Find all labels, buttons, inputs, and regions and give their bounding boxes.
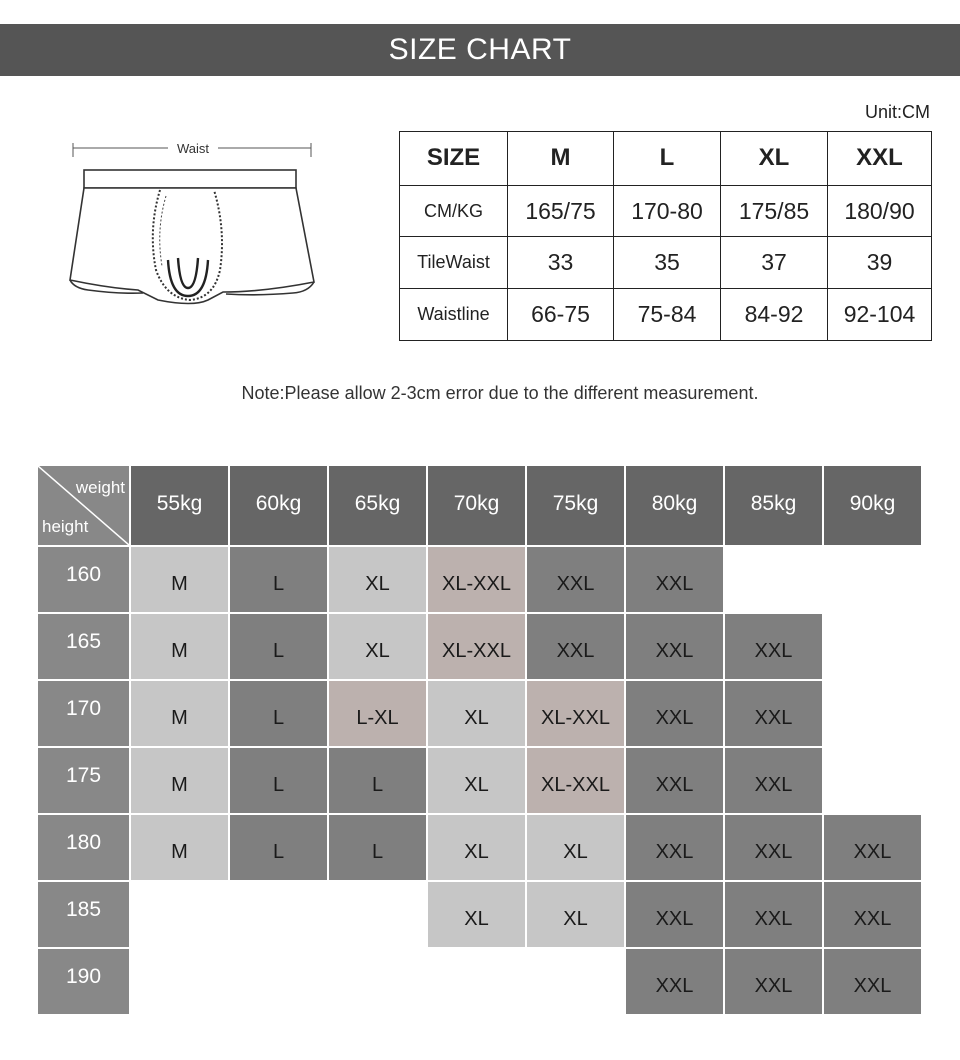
size-cell: XXL <box>626 547 723 612</box>
table-cell: 84-92 <box>721 289 828 341</box>
header-cell: XL <box>721 132 828 186</box>
size-cell: L <box>230 748 327 813</box>
size-cell: XL-XXL <box>527 681 624 746</box>
size-cell: L <box>230 681 327 746</box>
size-cell: XXL <box>626 614 723 679</box>
size-cell: L <box>329 748 426 813</box>
size-cell: L <box>230 815 327 880</box>
weight-header: 85kg <box>725 466 822 545</box>
waist-label: Waist <box>176 141 210 156</box>
header-cell: SIZE <box>400 132 508 186</box>
size-cell: XXL <box>527 614 624 679</box>
empty-cell <box>527 949 624 1014</box>
empty-cell <box>329 949 426 1014</box>
unit-label: Unit:CM <box>864 102 930 122</box>
table-row <box>400 185 932 237</box>
empty-cell <box>428 949 525 1014</box>
size-cell: XL-XXL <box>428 547 525 612</box>
size-table-header-row <box>400 132 932 186</box>
size-cell: XXL <box>725 614 822 679</box>
size-cell: L <box>230 547 327 612</box>
empty-cell <box>824 614 921 679</box>
table-cell: 180/90 <box>828 185 932 237</box>
size-cell: XL <box>527 882 624 947</box>
weight-header: 70kg <box>428 466 525 545</box>
size-cell: M <box>131 614 228 679</box>
size-chart-banner <box>0 24 960 76</box>
empty-cell <box>329 882 426 947</box>
weight-header: 60kg <box>230 466 327 545</box>
size-cell: XXL <box>725 681 822 746</box>
size-cell: M <box>131 547 228 612</box>
empty-cell <box>824 547 921 612</box>
weight-header: 55kg <box>131 466 228 545</box>
table-row <box>400 237 932 289</box>
table-cell: 75-84 <box>614 289 721 341</box>
row-label: Waistline <box>400 289 508 341</box>
header-cell: L <box>614 132 721 186</box>
size-cell: XXL <box>725 815 822 880</box>
weight-header: 65kg <box>329 466 426 545</box>
row-label: TileWaist <box>400 237 508 289</box>
size-cell: XXL <box>626 681 723 746</box>
size-table <box>399 131 932 341</box>
empty-cell <box>131 882 228 947</box>
table-cell: 33 <box>508 237 614 289</box>
size-cell: XXL <box>626 748 723 813</box>
height-axis-label: height <box>42 517 89 536</box>
size-cell: L-XL <box>329 681 426 746</box>
size-cell: XL <box>428 681 525 746</box>
size-cell: XXL <box>725 949 822 1014</box>
size-cell: XXL <box>824 815 921 880</box>
table-cell: 39 <box>828 237 932 289</box>
size-cell: L <box>329 815 426 880</box>
height-header: 170 <box>38 681 129 746</box>
size-cell: XXL <box>626 815 723 880</box>
table-cell: 37 <box>721 237 828 289</box>
empty-cell <box>725 547 822 612</box>
size-cell: XL <box>329 547 426 612</box>
size-cell: M <box>131 681 228 746</box>
size-cell: XL-XXL <box>428 614 525 679</box>
size-cell: XL <box>428 882 525 947</box>
grid-corner <box>38 466 129 545</box>
size-cell: XL <box>329 614 426 679</box>
size-cell: XXL <box>725 748 822 813</box>
height-header: 185 <box>38 882 129 947</box>
weight-header: 80kg <box>626 466 723 545</box>
measurement-note: Note:Please allow 2-3cm error due to the different measurement. <box>241 383 759 403</box>
row-label: CM/KG <box>400 185 508 237</box>
boxer-brief-diagram <box>48 110 336 365</box>
header-cell: M <box>508 132 614 186</box>
weight-header: 90kg <box>824 466 921 545</box>
height-header: 160 <box>38 547 129 612</box>
size-cell: L <box>230 614 327 679</box>
size-cell: XXL <box>725 882 822 947</box>
header-cell: XXL <box>828 132 932 186</box>
empty-cell <box>230 949 327 1014</box>
table-cell: 66-75 <box>508 289 614 341</box>
height-header: 175 <box>38 748 129 813</box>
table-row <box>400 289 932 341</box>
size-cell: XXL <box>527 547 624 612</box>
empty-cell <box>824 748 921 813</box>
size-cell: M <box>131 748 228 813</box>
table-cell: 170-80 <box>614 185 721 237</box>
table-cell: 35 <box>614 237 721 289</box>
size-cell: XL-XXL <box>527 748 624 813</box>
table-cell: 92-104 <box>828 289 932 341</box>
size-cell: M <box>131 815 228 880</box>
size-cell: XL <box>428 748 525 813</box>
weight-height-grid <box>38 466 921 1014</box>
size-cell: XXL <box>824 882 921 947</box>
weight-header: 75kg <box>527 466 624 545</box>
table-cell: 165/75 <box>508 185 614 237</box>
size-cell: XL <box>428 815 525 880</box>
height-header: 165 <box>38 614 129 679</box>
empty-cell <box>131 949 228 1014</box>
weight-axis-label: weight <box>75 478 125 497</box>
table-cell: 175/85 <box>721 185 828 237</box>
page-title: SIZE CHART <box>388 33 572 66</box>
size-cell: XXL <box>626 882 723 947</box>
empty-cell <box>824 681 921 746</box>
empty-cell <box>230 882 327 947</box>
height-header: 190 <box>38 949 129 1014</box>
size-cell: XL <box>527 815 624 880</box>
size-cell: XXL <box>824 949 921 1014</box>
size-cell: XXL <box>626 949 723 1014</box>
height-header: 180 <box>38 815 129 880</box>
